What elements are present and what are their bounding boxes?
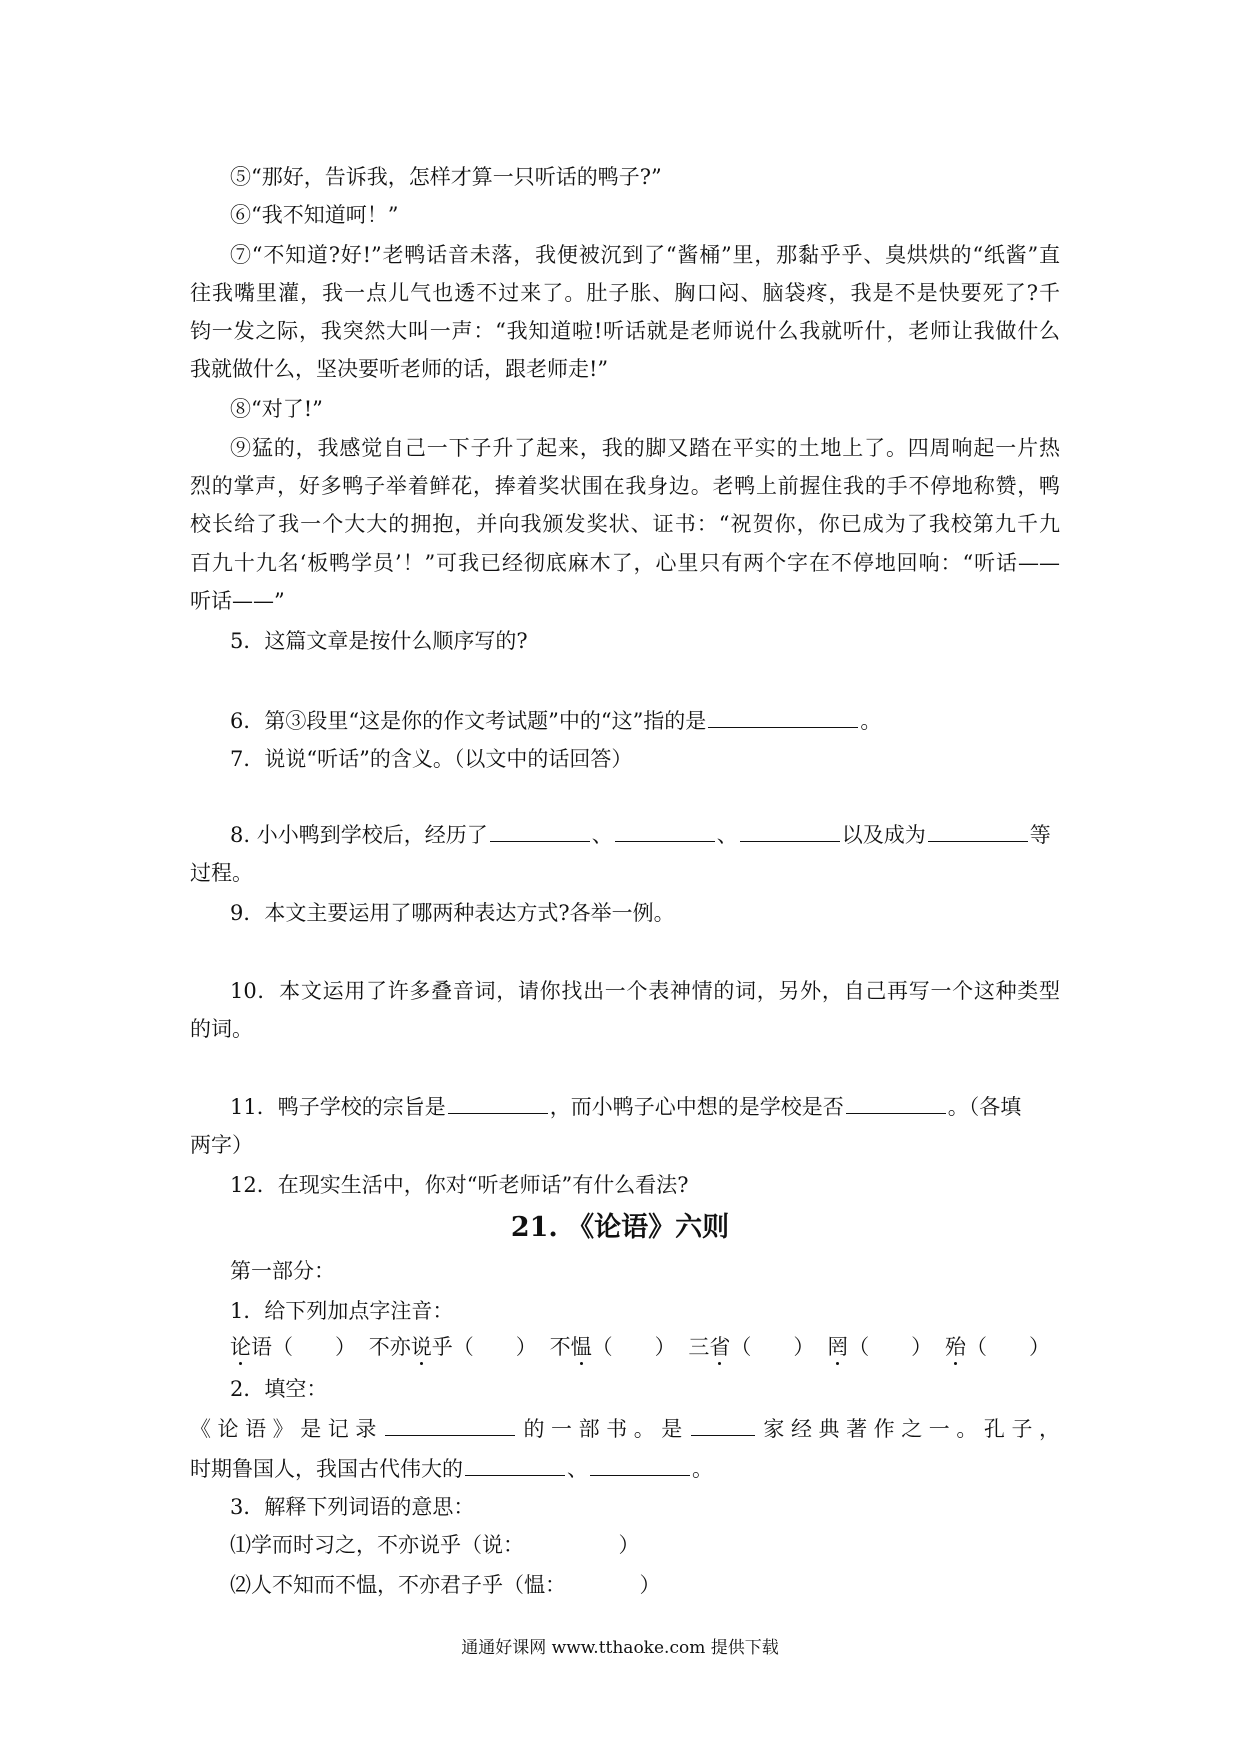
part-heading: 第一部分： xyxy=(230,1259,335,1283)
answer-blank[interactable] xyxy=(385,1417,515,1436)
dotted-char: 省 xyxy=(709,1335,731,1359)
question-7: 7．说说“听话”的含义。（以文中的话回答） xyxy=(230,747,633,771)
question-12: 12．在现实生活中，你对“听老师话”有什么看法? xyxy=(230,1173,689,1197)
question-11-line-2: 两字） xyxy=(190,1133,253,1157)
section-question-1: 1．给下列加点字注音： xyxy=(230,1299,454,1323)
answer-blank[interactable] xyxy=(615,823,715,842)
pinyin-item[interactable] xyxy=(688,1332,814,1362)
section-title: 21. 《论语》六则 xyxy=(510,1212,730,1243)
question-9: 9．本文主要运用了哪两种表达方式?各举一例。 xyxy=(230,901,675,925)
explain-item-1: ⑴学而时习之，不亦说乎（说： ） xyxy=(230,1533,640,1557)
passage-paragraph-9-line-4: 百九十九名‘板鸭学员’！”可我已经彻底麻木了，心里只有两个字在不停地回响：“听话—— xyxy=(190,551,1060,575)
pinyin-item-suffix: （ ） xyxy=(591,1335,676,1359)
question-6 xyxy=(230,706,1060,736)
passage-paragraph-9-line-1: ⑨猛的，我感觉自己一下子升了起来，我的脚又踏在平实的土地上了。四周响起一片热 xyxy=(230,436,1060,460)
fill-end: 。 xyxy=(692,1457,713,1481)
question-11-text-3: 。（各填 xyxy=(947,1095,1022,1119)
answer-blank[interactable] xyxy=(691,1417,755,1436)
question-8-text: 8. 小小鸭到学校后，经历了 xyxy=(230,823,488,847)
answer-blank[interactable] xyxy=(465,1457,565,1476)
question-8-text-3: 等 xyxy=(1029,823,1051,847)
pinyin-item[interactable] xyxy=(945,1332,1050,1362)
pinyin-item[interactable] xyxy=(827,1332,932,1362)
fill-text-2: 的一部书。是 xyxy=(516,1417,689,1441)
fill-line-2 xyxy=(190,1454,1060,1484)
answer-blank[interactable] xyxy=(708,709,858,728)
answer-blank[interactable] xyxy=(490,823,590,842)
answer-blank[interactable] xyxy=(448,1095,548,1114)
section-question-3: 3．解释下列词语的意思： xyxy=(230,1495,475,1519)
passage-paragraph-8: ⑧“对了!” xyxy=(230,397,323,421)
separator: 、 xyxy=(567,1457,588,1481)
section-question-2: 2．填空： xyxy=(230,1377,328,1401)
passage-paragraph-9-line-5: 听话——” xyxy=(190,589,285,613)
question-6-text: 6．第③段里“这是你的作文考试题”中的“这”指的是 xyxy=(230,709,707,733)
pinyin-item-prefix: 不 xyxy=(549,1335,571,1359)
passage-paragraph-7-line-3: 钧一发之际，我突然大叫一声：“我知道啦!听话就是老师说什么我就听什，老师让我做什么 xyxy=(190,319,1060,343)
passage-paragraph-6: ⑥“我不知道呵！” xyxy=(230,203,399,227)
fill-text-3: 家经典著作之一。孔子， xyxy=(756,1417,1061,1441)
dotted-char: 殆 xyxy=(944,1335,966,1359)
question-5: 5．这篇文章是按什么顺序写的? xyxy=(230,629,528,653)
answer-blank[interactable] xyxy=(846,1095,946,1114)
passage-paragraph-7-line-2: 往我嘴里灌，我一点儿气也透不过来了。肚子胀、胸口闷、脑袋疼，我是不是快要死了?千 xyxy=(190,281,1060,305)
question-11-text-2: ，而小鸭子心中想的是学校是否 xyxy=(549,1095,844,1119)
question-8-line-2: 过程。 xyxy=(190,861,253,885)
question-11-line-1 xyxy=(230,1092,1060,1122)
fill-text-4: 时期鲁国人，我国古代伟大的 xyxy=(190,1457,463,1481)
dotted-char: 罔 xyxy=(827,1335,849,1359)
pinyin-item-suffix: （ ） xyxy=(965,1335,1050,1359)
question-10-line-1: 10．本文运用了许多叠音词，请你找出一个表神情的词，另外，自己再写一个这种类型 xyxy=(230,979,1060,1003)
pinyin-item-suffix: 语（ ） xyxy=(251,1335,356,1359)
page-footer: 通通好课网 www.tthaoke.com 提供下载 xyxy=(461,1638,779,1658)
fill-line-1 xyxy=(190,1414,1060,1444)
pinyin-item[interactable] xyxy=(230,1332,356,1362)
question-6-end: 。 xyxy=(860,709,882,733)
separator: 、 xyxy=(716,823,738,847)
pinyin-item-suffix: 乎（ ） xyxy=(431,1335,537,1359)
pinyin-item-prefix: 三 xyxy=(688,1335,710,1359)
question-8-text-2: 以及成为 xyxy=(841,823,926,847)
pinyin-item[interactable] xyxy=(369,1332,537,1362)
answer-blank[interactable] xyxy=(590,1457,690,1476)
passage-paragraph-9-line-3: 校长给了我一个大大的拥抱，并向我颁发奖状、证书：“祝贺你，你已成为了我校第九千九 xyxy=(190,512,1060,536)
explain-item-2: ⑵人不知而不愠，不亦君子乎（愠： ） xyxy=(230,1573,661,1597)
question-8-line-1 xyxy=(230,820,1060,850)
question-11-text: 11．鸭子学校的宗旨是 xyxy=(230,1095,446,1119)
answer-blank[interactable] xyxy=(740,823,840,842)
dotted-char: 愠 xyxy=(570,1335,592,1359)
passage-paragraph-7-line-4: 我就做什么，坚决要听老师的话，跟老师走!” xyxy=(190,357,609,381)
question-10-line-2: 的词。 xyxy=(190,1017,253,1041)
pinyin-item-suffix: （ ） xyxy=(730,1335,815,1359)
passage-paragraph-7-line-1: ⑦“不知道?好!”老鸭话音未落，我便被沉到了“酱桶”里，那黏乎乎、臭烘烘的“纸酱”直 xyxy=(230,243,1060,267)
dotted-char: 论 xyxy=(230,1335,251,1359)
answer-blank[interactable] xyxy=(928,823,1028,842)
passage-paragraph-9-line-2: 烈的掌声，好多鸭子举着鲜花，捧着奖状围在我身边。老鸭上前握住我的手不停地称赞，鸭 xyxy=(190,474,1060,498)
dotted-char: 说 xyxy=(410,1335,432,1359)
passage-paragraph-5: ⑤“那好，告诉我，怎样才算一只听话的鸭子?” xyxy=(230,165,662,189)
pinyin-items-row xyxy=(230,1332,1050,1362)
separator: 、 xyxy=(591,823,613,847)
pinyin-item-prefix: 不亦 xyxy=(368,1335,411,1359)
fill-text: 《论语》是记录 xyxy=(190,1417,383,1441)
pinyin-item[interactable] xyxy=(550,1332,676,1362)
pinyin-item-suffix: （ ） xyxy=(848,1335,933,1359)
